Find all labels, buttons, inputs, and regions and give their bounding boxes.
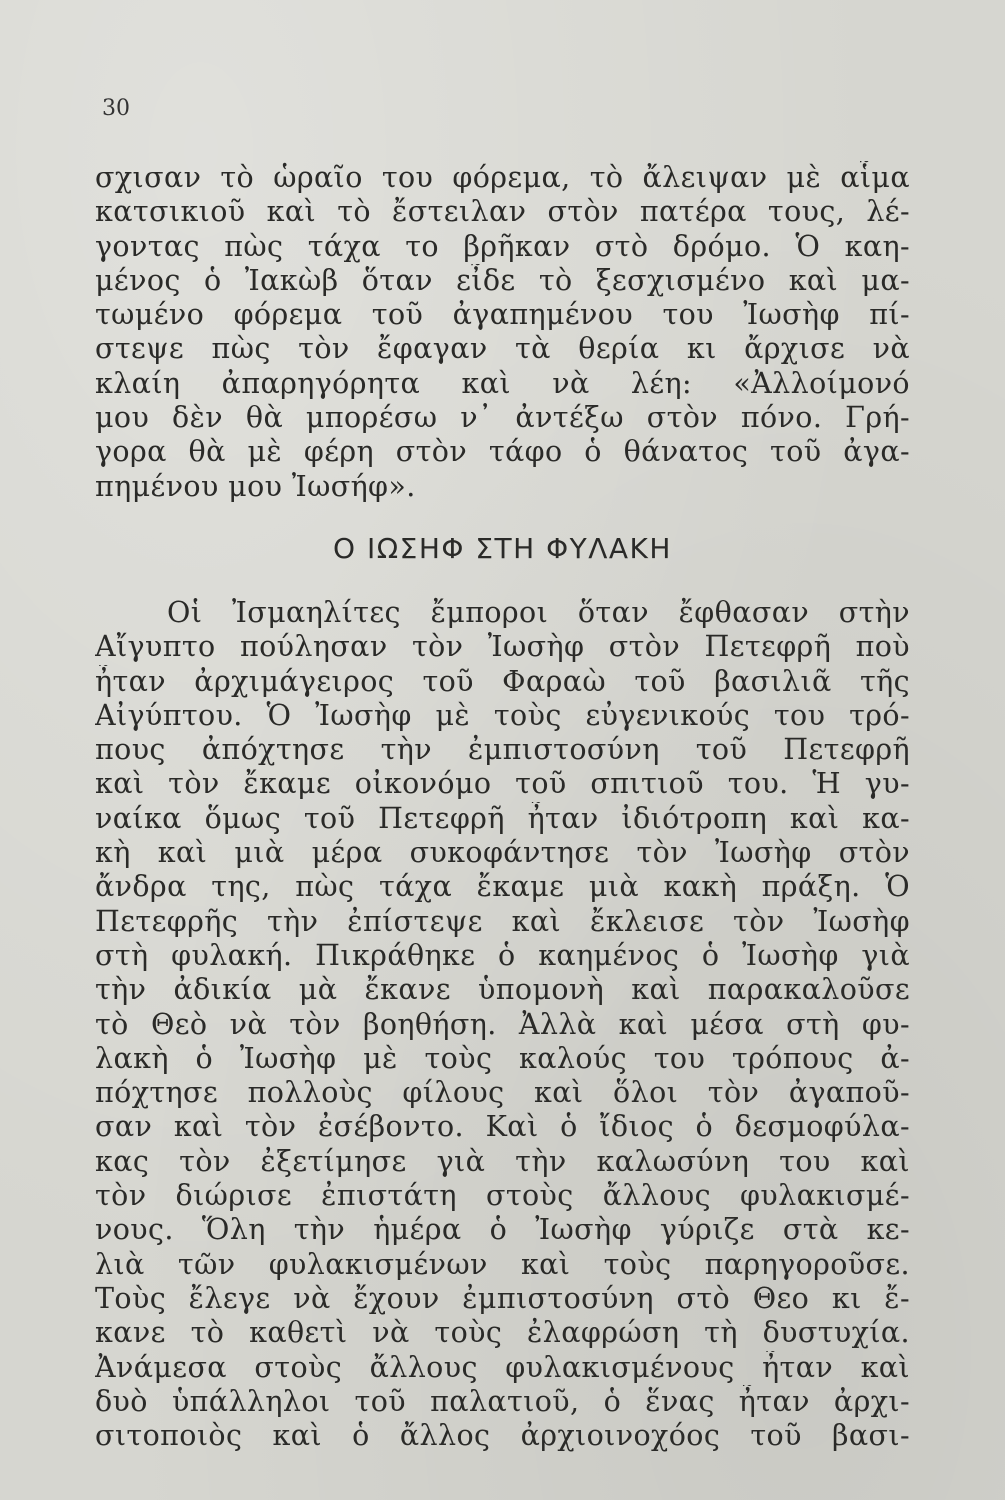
text-line: Αἰγύπτου. Ὁ Ἰωσὴφ μὲ τοὺς εὐγενικούς του τρό-: [95, 698, 910, 732]
text-line: Οἱ Ἰσμαηλίτες ἔμποροι ὅταν ἔφθασαν στὴν: [167, 596, 910, 629]
text-line: κανε τὸ καθετὶ νὰ τοὺς ἐλαφρώση τὴ δυστυχία.: [95, 1316, 910, 1350]
text-line: τὸ Θεὸ νὰ τὸν βοηθήση. Ἀλλὰ καὶ μέσα στὴ φυ-: [95, 1007, 910, 1041]
text-line: Αἴγυπτο πούλησαν τὸν Ἰωσὴφ στὸν Πετεφρῆ ποὺ: [95, 630, 910, 664]
text-line: ἄνδρα της, πὼς τάχα ἔκαμε μιὰ κακὴ πράξη. Ὁ: [95, 870, 910, 904]
text-line: Ἀνάμεσα στοὺς ἄλλους φυλακισμένους ἦταν καὶ: [95, 1350, 910, 1384]
text-line: πημένου μου Ἰωσήφ».: [95, 469, 416, 503]
text-line: κατσικιοῦ καὶ τὸ ἔστειλαν στὸν πατέρα τους, λέ-: [95, 195, 910, 229]
text-line: Τοὺς ἔλεγε νὰ ἔχουν ἐμπιστοσύνη στὸ Θεο κι ἔ-: [95, 1281, 910, 1315]
text-line: στὴ φυλακή. Πικράθηκε ὁ καημένος ὁ Ἰωσὴφ γιὰ: [95, 938, 910, 972]
text-line: τὴν ἀδικία μὰ ἔκανε ὑπομονὴ καὶ παρακαλοῦσε: [95, 973, 910, 1007]
text-line: γοντας πὼς τάχα το βρῆκαν στὸ δρόμο. Ὁ καη-: [95, 229, 910, 263]
text-line: κὴ καὶ μιὰ μέρα συκοφάντησε τὸν Ἰωσὴφ στὸν: [95, 836, 910, 870]
text-line: κας τὸν ἐξετίμησε γιὰ τὴν καλωσύνη του καὶ: [95, 1144, 910, 1178]
text-line: σιτοποιὸς καὶ ὁ ἄλλος ἀρχιοινοχόος τοῦ βασι-: [95, 1419, 910, 1453]
chapter-title: Ο ΙΩΣΗΦ ΣΤΗ ΦΥΛΑΚΗ: [333, 532, 672, 565]
text-line: τωμένο φόρεμα τοῦ ἀγαπημένου του Ἰωσὴφ πί-: [95, 298, 910, 332]
text-line: λιὰ τῶν φυλακισμένων καὶ τοὺς παρηγοροῦσε.: [95, 1247, 910, 1281]
intro-paragraph: [95, 161, 910, 504]
chapter-paragraph: [95, 596, 910, 1453]
text-line: ἦταν ἀρχιμάγειρος τοῦ Φαραὼ τοῦ βασιλιᾶ τῆς: [95, 664, 910, 698]
text-line: πους ἀπόχτησε τὴν ἐμπιστοσύνη τοῦ Πετεφρῆ: [95, 733, 910, 767]
page-number: 30: [102, 96, 130, 121]
text-line: μένος ὁ Ἰακὼβ ὅταν εἶδε τὸ ξεσχισμένο καὶ μα-: [95, 263, 910, 297]
text-line: πόχτησε πολλοὺς φίλους καὶ ὅλοι τὸν ἀγαποῦ-: [95, 1076, 910, 1110]
text-line: ναίκα ὅμως τοῦ Πετεφρῆ ἦταν ἰδιότροπη καὶ κα-: [95, 801, 910, 835]
text-line: λακὴ ὁ Ἰωσὴφ μὲ τοὺς καλούς του τρόπους ἀ-: [95, 1041, 910, 1075]
text-line: κλαίη ἀπαρηγόρητα καὶ νὰ λέη: «Ἀλλοίμονό: [95, 366, 910, 400]
text-line: μου δὲν θὰ μπορέσω ν᾽ ἀντέξω στὸν πόνο. Γρή-: [95, 401, 910, 435]
text-line: σχισαν τὸ ὡραῖο του φόρεμα, τὸ ἄλειψαν μὲ αἷμα: [95, 161, 910, 194]
text-line: τὸν διώρισε ἐπιστάτη στοὺς ἄλλους φυλακισμέ-: [95, 1179, 910, 1213]
text-line: στεψε πὼς τὸν ἔφαγαν τὰ θερία κι ἄρχισε νὰ: [95, 332, 910, 366]
text-line: σαν καὶ τὸν ἐσέβοντο. Καὶ ὁ ἴδιος ὁ δεσμοφύλα-: [95, 1110, 910, 1144]
text-line: Πετεφρῆς τὴν ἐπίστεψε καὶ ἔκλεισε τὸν Ἰωσὴφ: [95, 904, 910, 938]
text-line: καὶ τὸν ἔκαμε οἰκονόμο τοῦ σπιτιοῦ του. Ἡ γυ-: [95, 767, 910, 801]
text-line: νους. Ὅλη τὴν ἡμέρα ὁ Ἰωσὴφ γύριζε στὰ κε-: [95, 1213, 910, 1247]
text-line: δυὸ ὑπάλληλοι τοῦ παλατιοῦ, ὁ ἕνας ἦταν ἀρχι-: [95, 1384, 910, 1418]
text-line: γορα θὰ μὲ φέρη στὸν τάφο ὁ θάνατος τοῦ ἀγα-: [95, 435, 910, 469]
